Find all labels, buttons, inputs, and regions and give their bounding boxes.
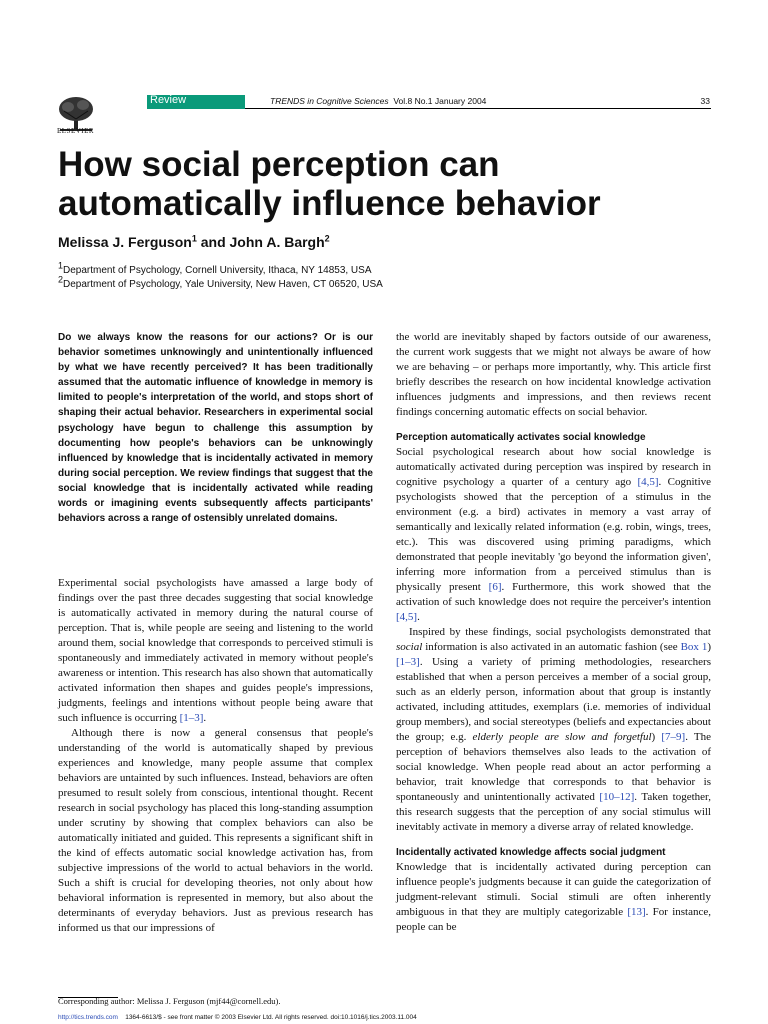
left-column-body — [58, 576, 373, 936]
journal-info — [270, 96, 486, 106]
author-1-affil-mark: 1 — [191, 233, 197, 244]
citation-link[interactable]: [6] — [488, 581, 502, 593]
affiliation-1: $^1$Department of Psychology, Cornell University, Ithaca, NY 14853, USA — [58, 260, 372, 276]
paragraph: Although there is now a general consensus that people's understanding of the world is automatically shaped by previous experiences and knowledge, many people assume that complex behaviors are untainted by such influences. Instead, behaviors are often presumed to result solely from conscious, intentional thought. Recent research in social psychology has placed this long-standing assumption under scrutiny by showing that complex behaviors can also be automatically initiated and guided. This represents a significant shift in the kind of effects automatic social knowledge activation has, from subjective impressions of the world to actual behaviors in the world. Such a shift is crucial for developing theories, not only about how behavioral information is represented in memory, but also about the determinants of everyday behaviors. Just as previous research has informed us that our impressions of — [58, 727, 373, 934]
page-number: 33 — [700, 96, 710, 106]
paragraph: Inspired by these findings, social psychologists demonstrated that social information is also activated in an automatic fashion (see Box 1) [1–3]. Using a variety of priming methodologies, researchers established that when a person perceives a member of a social group, such as an elderly person, information about that group is instantly activated, including attitudes, exemplars (i.e. memories of individual group members), and social stereotypes (beliefs and expectancies about the group; e.g. elderly people are slow and forgetful) [7–9]. The perception of behaviors themselves also leads to the activation of social knowledge. When people read about an actor performing a behavior, trait knowledge that corresponds to that behavior is spontaneously and unintentionally activated [10–12]. Taken together, this research suggests that the perception of any social stimulus will inevitably activate in memory a diverse array of related knowledge. — [396, 626, 712, 833]
section-heading: Perception automatically activates social knowledge — [396, 432, 646, 443]
journal-url-link[interactable]: http://tics.trends.com — [58, 1014, 118, 1021]
abstract: Do we always know the reasons for our actions? Or is our behavior sometimes unknowingly and unintentionally influenced by what we have recently perceived? It has been traditionally assumed that the automatic influence of knowledge in memory is limited to people's interpretation of the world, and stops short of shaping their actual behavior. Researchers in experimental social psychology have begun to challenge this assumption by documenting how people's behaviors can be unknowingly influenced by knowledge that is incidentally activated in memory during social perception. We review findings that suggest that the social knowledge that is incidentally activated while reading words or imagining events subsequently affects participants' behaviors across a range of ostensibly unrelated domains. — [58, 332, 373, 525]
section-heading: Incidentally activated knowledge affects social judgment — [396, 847, 666, 858]
author-2: John A. Bargh — [229, 234, 325, 250]
header-rule — [245, 108, 711, 109]
citation-link[interactable]: [13] — [627, 906, 646, 918]
authors-and: and — [200, 234, 226, 250]
journal-issue: Vol.8 No.1 January 2004 — [393, 96, 487, 106]
citation-link[interactable]: [1–3] — [396, 656, 420, 668]
copyright-doi: 1364-6613/$ - see front matter © 2003 Elsevier Ltd. All rights reserved. doi:10.1016/j.tics.2003.11.004 — [125, 1014, 417, 1021]
footer-line — [58, 1014, 417, 1021]
citation-link[interactable]: [1–3] — [179, 712, 204, 724]
paragraph: Experimental social psychologists have amassed a large body of findings over the past three decades suggesting that social knowledge is automatically activated in memory during the natural course of perception. That is, while people are seeing and listening to the world around them, social knowledge that corresponds to perceived stimuli is spontaneously and immediately activated in memory without people's awareness or intention. This research has also shown that automatically activated information then shapes and guides people's impressions, judgments, feelings and intentions without people being aware that such influence is occurring [1–3]. — [58, 577, 373, 724]
right-column-body — [396, 330, 711, 935]
article-title: How social perception can automatically influence behavior — [58, 145, 601, 223]
author-1: Melissa J. Ferguson — [58, 234, 192, 250]
affiliation-2: $^2$Department of Psychology, Yale University, New Haven, CT 06520, USA — [58, 274, 383, 290]
citation-link[interactable]: [7–9] — [661, 731, 686, 743]
publisher-name: ELSEVIER — [57, 127, 95, 135]
corresponding-author-note: Corresponding author: Melissa J. Ferguson (mjf44@cornell.edu). — [58, 996, 281, 1006]
citation-link[interactable]: [4,5] — [396, 611, 418, 623]
citation-link[interactable]: [10–12] — [599, 791, 635, 803]
citation-link[interactable]: [4,5] — [637, 476, 659, 488]
paragraph: the world are inevitably shaped by factors outside of our awareness, the current work suggests that we might not always be aware of how we are behaving – or perhaps more importantly, why. This article first briefly describes the research on how incidental knowledge activation influences judgments and impressions, and then reviews recent findings concerning automatic effects on social behavior. — [396, 331, 711, 418]
section-label: Review — [150, 94, 187, 106]
journal-name: TRENDS in Cognitive Sciences — [270, 96, 389, 106]
paragraph: Knowledge that is incidentally activated during perception can influence people's judgments because it can guide the categorization of judgment-relevant stimuli. Social stimuli are often inherently ambiguous in that they are multiply categorizable [13]. For instance, people can be — [396, 861, 711, 933]
box-link[interactable]: Box 1 — [680, 641, 708, 653]
affiliations — [58, 260, 383, 292]
paragraph: Social psychological research about how social knowledge is automatically activated during perception was inspired by research in cognitive psychology a quarter of a century ago [4,5]. Cognitive psychologists showed that the perception of a stimulus in the environment (e.g. a bird) activates in memory a vast array of semantically and lexically related information (e.g. robin, wings, trees, etc.). This was discovered using priming paradigms, which demonstrated that people inevitably 'go beyond the information given', inferring more information from a perceived stimulus than is physically present [6]. Furthermore, this work showed that the activation of such knowledge does not require the perceiver's intention [4,5]. — [396, 446, 712, 623]
authors — [58, 234, 330, 250]
author-2-affil-mark: 2 — [324, 233, 330, 244]
